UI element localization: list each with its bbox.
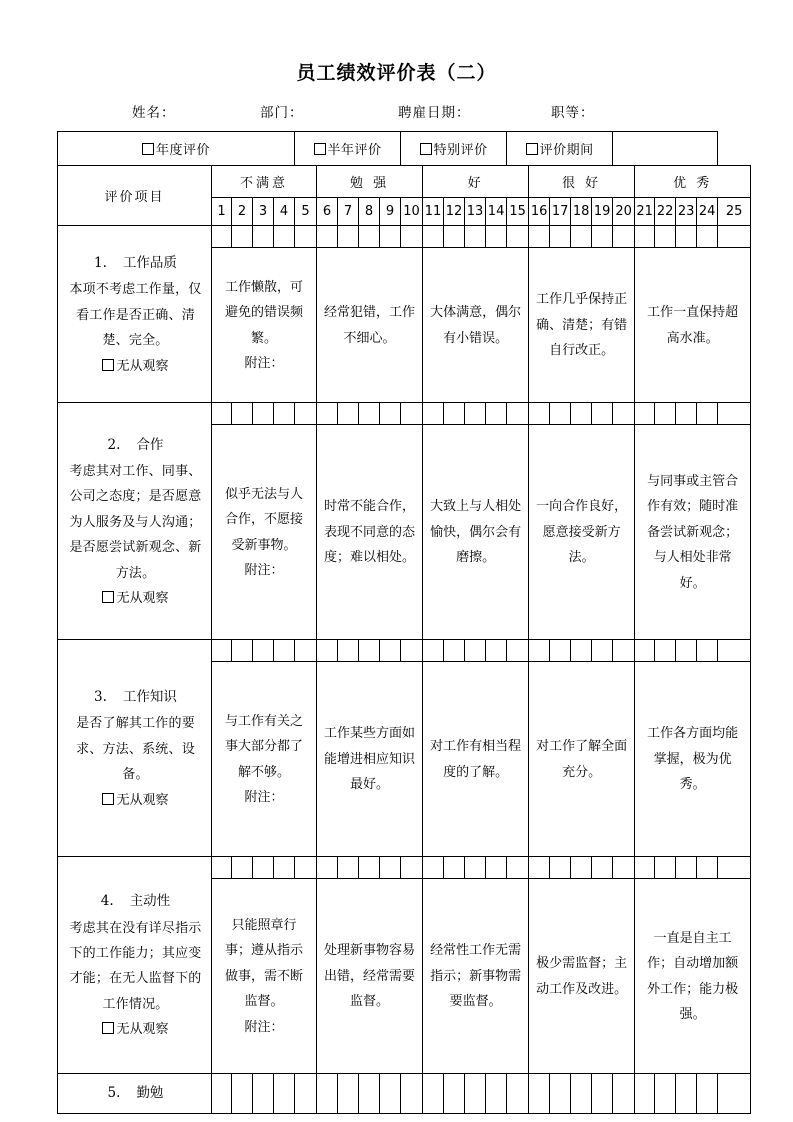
rating-tick[interactable] — [274, 403, 295, 425]
rating-tick[interactable] — [571, 857, 592, 879]
scale-number: 19 — [592, 198, 613, 226]
criterion-1-descriptor-marginal: 经常犯错，工作不细心。 — [317, 248, 423, 403]
name-field-label: 姓名： — [132, 105, 176, 121]
rating-tick[interactable] — [444, 640, 465, 662]
rating-tick[interactable] — [613, 403, 635, 425]
rating-tick[interactable] — [635, 1074, 655, 1114]
criterion-4-descriptor-good: 经常性工作无需指示；新事物需要监督。 — [423, 879, 529, 1074]
rating-tick[interactable] — [550, 403, 571, 425]
scale-number: 10 — [401, 198, 423, 226]
criterion-2-label-cell — [58, 403, 212, 640]
rating-tick[interactable] — [423, 403, 444, 425]
criterion-1-descriptor-verygood: 工作几乎保持正确、清楚；有错自行改正。 — [529, 248, 635, 403]
criterion-1-label-cell — [58, 226, 212, 403]
rating-tick[interactable] — [655, 640, 676, 662]
rating-tick[interactable] — [592, 1074, 613, 1114]
criterion-4-descriptor-excellent: 一直是自主工作；自动增加额外工作；能力极强。 — [635, 879, 751, 1074]
rating-tick[interactable] — [212, 403, 232, 425]
rating-tick[interactable] — [529, 226, 550, 248]
rating-tick[interactable] — [529, 403, 550, 425]
rating-tick[interactable] — [359, 640, 380, 662]
rating-tick[interactable] — [529, 1074, 550, 1114]
rating-tick[interactable] — [338, 640, 359, 662]
rating-tick[interactable] — [232, 403, 253, 425]
scale-number: 15 — [507, 198, 529, 226]
rating-tick[interactable] — [613, 226, 635, 248]
rating-tick[interactable] — [338, 857, 359, 879]
rating-tick[interactable] — [486, 226, 507, 248]
scale-number: 7 — [338, 198, 359, 226]
rating-tick[interactable] — [423, 1074, 444, 1114]
criterion-3-description: 是否了解其工作的要求、方法、系统、设备。 — [76, 716, 195, 783]
criterion-1-title: 1. 工作品质 — [94, 255, 177, 272]
rating-tick[interactable] — [212, 640, 232, 662]
criterion-3-title: 3. 工作知识 — [94, 689, 177, 706]
rating-tick[interactable] — [359, 403, 380, 425]
scale-group-excellent: 优 秀 — [635, 166, 751, 198]
rating-tick[interactable] — [697, 226, 718, 248]
rating-tick[interactable] — [295, 640, 317, 662]
review-type-label: 半年评价 — [327, 143, 382, 158]
rating-tick[interactable] — [718, 226, 751, 248]
rating-tick[interactable] — [550, 226, 571, 248]
scale-number: 3 — [253, 198, 274, 226]
rating-tick[interactable] — [317, 403, 338, 425]
rating-tick[interactable] — [697, 403, 718, 425]
rating-tick[interactable] — [232, 640, 253, 662]
criterion-2-descriptor-excellent: 与同事或主管合作有效；随时准备尝试新观念；与人相处非常好。 — [635, 425, 751, 640]
criterion-4-description: 考虑其在没有详尽指示下的工作能力；其应变才能；在无人监督下的工作情况。 — [69, 920, 202, 1012]
rating-tick[interactable] — [676, 403, 697, 425]
evaluation-table — [57, 131, 751, 1114]
rating-tick[interactable] — [465, 640, 486, 662]
criterion-4-descriptor-verygood: 极少需监督；主动工作及改进。 — [529, 879, 635, 1074]
rating-tick[interactable] — [380, 226, 401, 248]
identity-field-row — [57, 101, 737, 123]
rating-tick[interactable] — [635, 857, 655, 879]
criterion-2-description: 考虑其对工作、同事、公司之态度；是否愿意为人服务及与人沟通；是否愿尝试新观念、新方法。 — [69, 464, 202, 581]
rating-tick[interactable] — [212, 226, 232, 248]
criterion-4-no-observation[interactable]: 无从观察 — [64, 1017, 207, 1042]
rating-tick[interactable] — [592, 857, 613, 879]
checkbox-icon[interactable] — [142, 143, 154, 155]
rating-tick[interactable] — [676, 1074, 697, 1114]
note-label: 附注： — [244, 562, 284, 578]
scale-number: 11 — [423, 198, 444, 226]
review-period-value-cell[interactable] — [613, 132, 718, 166]
checkbox-icon[interactable] — [102, 1022, 114, 1034]
rating-tick[interactable] — [401, 1074, 423, 1114]
criterion-3-descriptor-unsatisfactory: 与工作有关之事大部分都了解不够。 附注： — [212, 662, 317, 857]
criterion-2-tick-row — [58, 403, 751, 425]
rating-tick[interactable] — [212, 857, 232, 879]
rating-tick[interactable] — [465, 226, 486, 248]
scale-number: 6 — [317, 198, 338, 226]
rating-tick[interactable] — [592, 226, 613, 248]
criterion-2-descriptor-unsatisfactory: 似乎无法与人合作，不愿接受新事物。 附注： — [212, 425, 317, 640]
rating-tick[interactable] — [444, 857, 465, 879]
rating-tick[interactable] — [613, 857, 635, 879]
rating-tick[interactable] — [697, 857, 718, 879]
rating-tick[interactable] — [338, 226, 359, 248]
rating-tick[interactable] — [295, 403, 317, 425]
rating-tick[interactable] — [571, 640, 592, 662]
job-grade-field-label: 职等： — [551, 105, 595, 121]
rating-tick[interactable] — [401, 640, 423, 662]
rating-tick[interactable] — [592, 640, 613, 662]
checkbox-icon[interactable] — [420, 143, 432, 155]
review-type-semiannual[interactable] — [295, 132, 401, 166]
scale-number: 13 — [465, 198, 486, 226]
item-column-header: 评价项目 — [58, 166, 212, 226]
rating-tick[interactable] — [655, 857, 676, 879]
rating-tick[interactable] — [232, 226, 253, 248]
rating-tick[interactable] — [486, 403, 507, 425]
rating-tick[interactable] — [444, 403, 465, 425]
rating-tick[interactable] — [338, 403, 359, 425]
criterion-1-no-observation[interactable]: 无从观察 — [64, 354, 207, 379]
rating-tick[interactable] — [465, 403, 486, 425]
rating-tick[interactable] — [718, 403, 751, 425]
rating-tick[interactable] — [359, 226, 380, 248]
scale-group-verygood: 很 好 — [529, 166, 635, 198]
scale-number: 9 — [380, 198, 401, 226]
rating-tick[interactable] — [380, 403, 401, 425]
rating-tick[interactable] — [655, 403, 676, 425]
review-type-label: 特别评价 — [433, 143, 488, 158]
rating-tick[interactable] — [380, 640, 401, 662]
criterion-2-descriptor-marginal: 时常不能合作，表现不同意的态度；难以相处。 — [317, 425, 423, 640]
criterion-3-label-cell — [58, 640, 212, 857]
checkbox-icon[interactable] — [102, 793, 114, 805]
note-label: 附注： — [244, 789, 284, 805]
criterion-2-no-observation[interactable]: 无从观察 — [64, 586, 207, 611]
scale-number: 2 — [232, 198, 253, 226]
criterion-1-tick-row — [58, 226, 751, 248]
rating-tick[interactable] — [676, 226, 697, 248]
rating-tick[interactable] — [465, 1074, 486, 1114]
scale-group-good: 好 — [423, 166, 529, 198]
rating-tick[interactable] — [274, 1074, 295, 1114]
rating-tick[interactable] — [317, 857, 338, 879]
review-type-row — [58, 132, 751, 166]
rating-tick[interactable] — [295, 226, 317, 248]
criterion-2-title: 2. 合作 — [107, 436, 164, 453]
rating-tick[interactable] — [338, 1074, 359, 1114]
rating-tick[interactable] — [232, 857, 253, 879]
criterion-3-descriptor-verygood: 对工作了解全面充分。 — [529, 662, 635, 857]
scale-number: 25 — [718, 198, 751, 226]
rating-tick[interactable] — [676, 857, 697, 879]
scale-number: 12 — [444, 198, 465, 226]
criterion-5-tick-row — [58, 1074, 751, 1114]
criterion-5-title: 5. 勤勉 — [107, 1085, 164, 1101]
rating-tick[interactable] — [571, 1074, 592, 1114]
rating-tick[interactable] — [571, 403, 592, 425]
review-type-annual[interactable] — [58, 132, 295, 166]
checkbox-icon[interactable] — [314, 143, 326, 155]
rating-tick[interactable] — [507, 226, 529, 248]
criterion-1-descriptor-good: 大体满意，偶尔有小错误。 — [423, 248, 529, 403]
scale-number: 21 — [635, 198, 655, 226]
rating-tick[interactable] — [529, 640, 550, 662]
rating-tick[interactable] — [507, 857, 529, 879]
criterion-2-descriptor-verygood: 一向合作良好，愿意接受新方法。 — [529, 425, 635, 640]
rating-tick[interactable] — [380, 857, 401, 879]
rating-tick[interactable] — [507, 640, 529, 662]
rating-tick[interactable] — [274, 226, 295, 248]
criterion-1-descriptor-excellent: 工作一直保持超高水准。 — [635, 248, 751, 403]
rating-tick[interactable] — [592, 403, 613, 425]
rating-tick[interactable] — [423, 640, 444, 662]
scale-number: 14 — [486, 198, 507, 226]
scale-number: 1 — [212, 198, 232, 226]
rating-tick[interactable] — [465, 857, 486, 879]
criterion-3-descriptor-marginal: 工作某些方面如能增进相应知识最好。 — [317, 662, 423, 857]
scale-number: 4 — [274, 198, 295, 226]
scale-number: 24 — [697, 198, 718, 226]
rating-tick[interactable] — [253, 403, 274, 425]
review-type-label: 年度评价 — [156, 143, 211, 158]
page-title: 员工绩效评价表（二） — [296, 62, 497, 84]
scale-group-marginal: 勉 强 — [317, 166, 423, 198]
review-type-period[interactable] — [507, 132, 613, 166]
scale-number: 22 — [655, 198, 676, 226]
rating-tick[interactable] — [655, 1074, 676, 1114]
review-type-special[interactable] — [401, 132, 507, 166]
rating-tick[interactable] — [718, 857, 751, 879]
scale-group-unsatisfactory: 不满意 — [212, 166, 317, 198]
rating-tick[interactable] — [423, 857, 444, 879]
checkbox-icon[interactable] — [102, 359, 114, 371]
rating-tick[interactable] — [401, 226, 423, 248]
rating-tick[interactable] — [697, 640, 718, 662]
criterion-3-descriptor-good: 对工作有相当程度的了解。 — [423, 662, 529, 857]
note-label: 附注： — [244, 355, 284, 371]
rating-tick[interactable] — [317, 1074, 338, 1114]
rating-tick[interactable] — [529, 857, 550, 879]
rating-tick[interactable] — [655, 226, 676, 248]
rating-tick[interactable] — [635, 640, 655, 662]
rating-tick[interactable] — [317, 226, 338, 248]
scale-number: 8 — [359, 198, 380, 226]
rating-tick[interactable] — [253, 640, 274, 662]
rating-tick[interactable] — [676, 640, 697, 662]
scale-number: 17 — [550, 198, 571, 226]
rating-tick[interactable] — [444, 226, 465, 248]
checkbox-icon[interactable] — [102, 591, 114, 603]
rating-tick[interactable] — [295, 1074, 317, 1114]
rating-tick[interactable] — [317, 640, 338, 662]
rating-tick[interactable] — [507, 403, 529, 425]
criterion-4-label-cell — [58, 857, 212, 1074]
scale-number: 18 — [571, 198, 592, 226]
rating-tick[interactable] — [232, 1074, 253, 1114]
rating-tick[interactable] — [550, 1074, 571, 1114]
criterion-2-descriptor-good: 大致上与人相处愉快，偶尔会有磨擦。 — [423, 425, 529, 640]
rating-tick[interactable] — [274, 857, 295, 879]
rating-tick[interactable] — [253, 857, 274, 879]
rating-tick[interactable] — [486, 1074, 507, 1114]
rating-tick[interactable] — [444, 1074, 465, 1114]
checkbox-icon[interactable] — [526, 143, 538, 155]
rating-tick[interactable] — [550, 640, 571, 662]
rating-tick[interactable] — [507, 1074, 529, 1114]
rating-tick[interactable] — [295, 857, 317, 879]
criterion-3-no-observation[interactable]: 无从观察 — [64, 788, 207, 813]
rating-tick[interactable] — [380, 1074, 401, 1114]
criterion-1-description: 本项不考虑工作量，仅看工作是否正确、清楚、完全。 — [69, 282, 202, 349]
rating-tick[interactable] — [613, 1074, 635, 1114]
scale-number: 23 — [676, 198, 697, 226]
review-type-label: 评价期间 — [539, 143, 594, 158]
criterion-4-title: 4. 主动性 — [100, 893, 171, 910]
rating-tick[interactable] — [718, 1074, 751, 1114]
rating-tick[interactable] — [253, 226, 274, 248]
rating-tick[interactable] — [718, 640, 751, 662]
criterion-4-descriptor-marginal: 处理新事物容易出错，经常需要监督。 — [317, 879, 423, 1074]
rating-tick[interactable] — [486, 857, 507, 879]
rating-tick[interactable] — [274, 640, 295, 662]
rating-tick[interactable] — [635, 403, 655, 425]
criterion-3-descriptor-excellent: 工作各方面均能掌握，极为优秀。 — [635, 662, 751, 857]
rating-tick[interactable] — [359, 1074, 380, 1114]
note-label: 附注： — [244, 1019, 284, 1035]
scale-number: 20 — [613, 198, 635, 226]
rating-tick[interactable] — [635, 226, 655, 248]
criterion-4-tick-row — [58, 857, 751, 879]
rating-tick[interactable] — [359, 857, 380, 879]
criterion-5-label-cell — [58, 1074, 212, 1114]
rating-tick[interactable] — [253, 1074, 274, 1114]
scale-number: 5 — [295, 198, 317, 226]
criterion-3-tick-row — [58, 640, 751, 662]
rating-tick[interactable] — [571, 226, 592, 248]
rating-tick[interactable] — [486, 640, 507, 662]
department-field-label: 部门： — [260, 105, 304, 121]
rating-tick[interactable] — [212, 1074, 232, 1114]
rating-tick[interactable] — [423, 226, 444, 248]
scale-group-row — [58, 166, 751, 198]
criterion-1-descriptor-unsatisfactory: 工作懒散，可避免的错误频繁。 附注： — [212, 248, 317, 403]
rating-tick[interactable] — [401, 403, 423, 425]
scale-number: 16 — [529, 198, 550, 226]
criterion-4-descriptor-unsatisfactory: 只能照章行事；遵从指示做事，需不断监督。 附注： — [212, 879, 317, 1074]
hire-date-field-label: 聘雇日期： — [398, 105, 471, 121]
rating-tick[interactable] — [401, 857, 423, 879]
rating-tick[interactable] — [613, 640, 635, 662]
rating-tick[interactable] — [697, 1074, 718, 1114]
rating-tick[interactable] — [550, 857, 571, 879]
